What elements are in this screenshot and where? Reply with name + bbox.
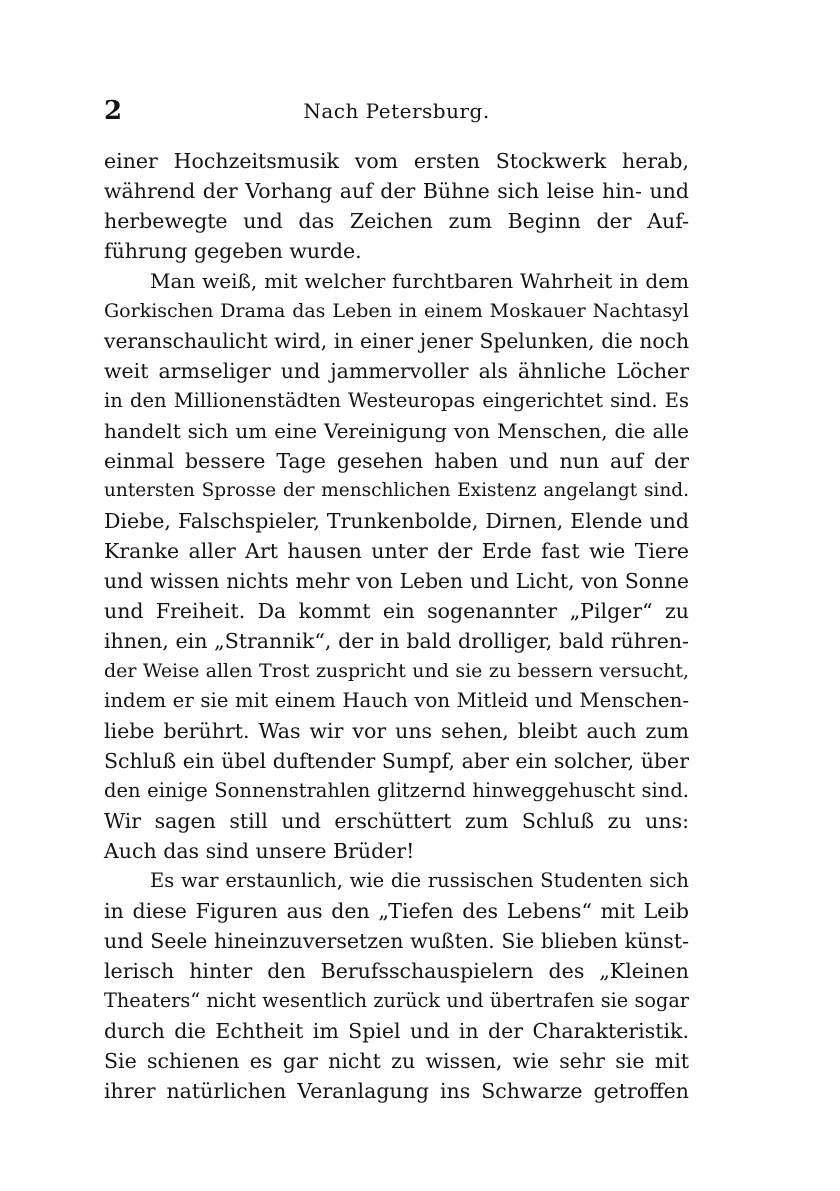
text-line: veranschaulicht wird, in einer jener Spelunken, die noch: [104, 329, 689, 353]
body-text: [104, 146, 689, 1106]
text-line: weit armseliger und jammervoller als ähnliche Löcher: [104, 359, 689, 383]
text-line: untersten Sprosse der menschlichen Existenz angelangt sind.: [104, 480, 689, 501]
text-line: durch die Echtheit im Spiel und in der Charakteristik.: [104, 1019, 689, 1043]
text-line: ihnen, ein „Strannik“, der in bald drolliger, bald rühren-: [104, 629, 689, 653]
text-line: Gorkischen Drama das Leben in einem Moskauer Nachtasyl: [104, 300, 689, 322]
text-line: Auch das sind unsere Brüder!: [104, 839, 415, 863]
text-line: den einige Sonnenstrahlen glitzernd hinweggehuscht sind.: [104, 779, 689, 802]
text-line: einmal bessere Tage gesehen haben und nun auf der: [104, 449, 689, 473]
text-line: ihrer natürlichen Veranlagung ins Schwarze getroffen: [104, 1079, 689, 1103]
text-line: der Weise allen Trost zuspricht und sie zu bessern versucht,: [104, 660, 689, 682]
text-line: Es war erstaunlich, wie die russischen Studenten sich: [150, 869, 689, 892]
text-line: indem er sie mit einem Hauch von Mitleid und Menschen-: [104, 689, 689, 712]
text-line: in diese Figuren aus den „Tiefen des Lebens“ mit Leib: [104, 899, 689, 923]
text-line: und Freiheit. Da kommt ein sogenannter „Pilger“ zu: [104, 599, 689, 623]
text-line: Schluß ein übel duftender Sumpf, aber ein solcher, über: [104, 749, 689, 773]
text-line: Theaters“ nicht wesentlich zurück und übertrafen sie sogar: [104, 989, 689, 1012]
text-line: Sie schienen es gar nicht zu wissen, wie sehr sie mit: [104, 1049, 689, 1073]
page-header: [104, 94, 689, 128]
text-line: herbewegte und das Zeichen zum Beginn der Auf-: [104, 209, 689, 233]
text-line: und Seele hineinzuversetzen wußten. Sie blieben künst-: [104, 929, 689, 953]
text-line: einer Hochzeitsmusik vom ersten Stockwerk herab,: [104, 149, 689, 173]
text-line: in den Millionenstädten Westeuropas eingerichtet sind. Es: [104, 389, 689, 412]
text-line: lerisch hinter den Berufsschauspielern des „Kleinen: [104, 959, 689, 983]
text-line: liebe berührt. Was wir vor uns sehen, bleibt auch zum: [104, 719, 689, 743]
text-line: Diebe, Falschspieler, Trunkenbolde, Dirnen, Elende und: [104, 509, 689, 533]
text-line: Kranke aller Art hausen unter der Erde fast wie Tiere: [104, 539, 689, 563]
page-number: 2: [104, 96, 123, 126]
text-line: Wir sagen still und erschüttert zum Schluß zu uns:: [104, 809, 689, 833]
text-line: während der Vorhang auf der Bühne sich leise hin- und: [104, 179, 689, 203]
text-line: Man weiß, mit welcher furchtbaren Wahrheit in dem: [150, 269, 689, 293]
running-head: Nach Petersburg.: [303, 99, 490, 123]
text-line: führung gegeben wurde.: [104, 239, 362, 263]
text-line: und wissen nichts mehr von Leben und Licht, von Sonne: [104, 569, 689, 593]
text-line: handelt sich um eine Vereinigung von Menschen, die alle: [104, 419, 689, 443]
